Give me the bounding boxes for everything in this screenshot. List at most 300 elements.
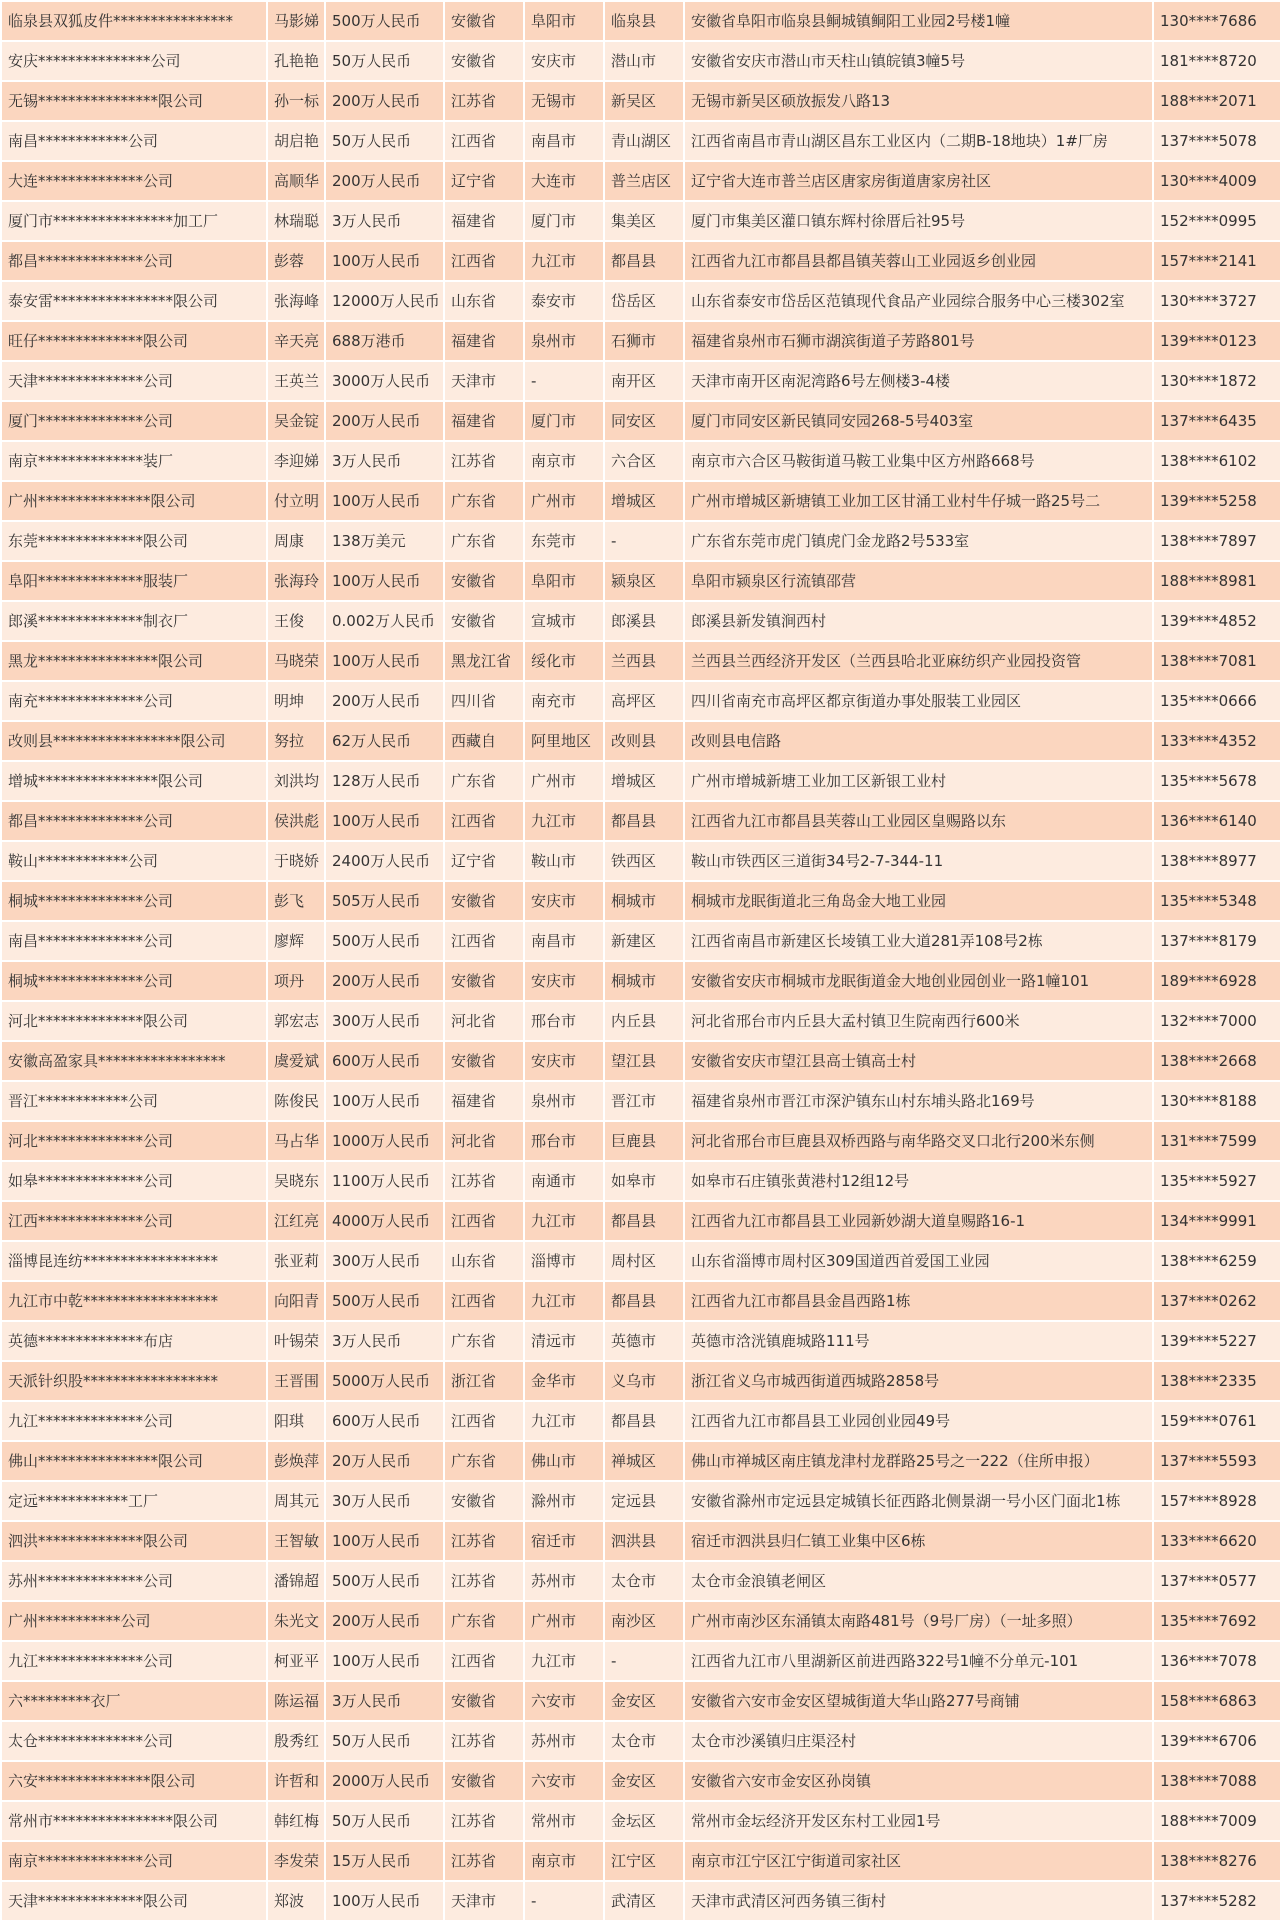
registered-capital-cell: 500万人民币 xyxy=(325,1,444,41)
phone-cell: 158****6863 xyxy=(1153,1681,1280,1721)
registered-capital-cell: 100万人民币 xyxy=(325,561,444,601)
legal-person-cell: 殷秀红 xyxy=(267,1721,325,1761)
company-name-cell: 南京**************装厂 xyxy=(1,441,267,481)
phone-cell: 133****4352 xyxy=(1153,721,1280,761)
city-cell: 南京市 xyxy=(524,1841,604,1881)
registered-capital-cell: 500万人民币 xyxy=(325,921,444,961)
phone-cell: 135****5348 xyxy=(1153,881,1280,921)
registered-capital-cell: 300万人民币 xyxy=(325,1241,444,1281)
phone-cell: 139****4852 xyxy=(1153,601,1280,641)
district-cell: 望江县 xyxy=(604,1041,684,1081)
table-row xyxy=(1,1681,1280,1721)
table-row xyxy=(1,761,1280,801)
phone-cell: 181****8720 xyxy=(1153,41,1280,81)
legal-person-cell: 周康 xyxy=(267,521,325,561)
registered-capital-cell: 4000万人民币 xyxy=(325,1201,444,1241)
legal-person-cell: 阳琪 xyxy=(267,1401,325,1441)
province-cell: 江西省 xyxy=(444,121,524,161)
table-row xyxy=(1,961,1280,1001)
phone-cell: 134****9991 xyxy=(1153,1201,1280,1241)
phone-cell: 138****2668 xyxy=(1153,1041,1280,1081)
province-cell: 安徽省 xyxy=(444,961,524,1001)
phone-cell: 137****5078 xyxy=(1153,121,1280,161)
company-name-cell: 晋江************公司 xyxy=(1,1081,267,1121)
address-cell: 广州市南沙区东涌镇太南路481号（9号厂房）（一址多照） xyxy=(684,1601,1153,1641)
phone-cell: 131****7599 xyxy=(1153,1121,1280,1161)
city-cell: 南通市 xyxy=(524,1161,604,1201)
registered-capital-cell: 0.002万人民币 xyxy=(325,601,444,641)
phone-cell: 138****7897 xyxy=(1153,521,1280,561)
district-cell: 江宁区 xyxy=(604,1841,684,1881)
district-cell: 高坪区 xyxy=(604,681,684,721)
registered-capital-cell: 500万人民币 xyxy=(325,1281,444,1321)
province-cell: 福建省 xyxy=(444,201,524,241)
province-cell: 天津市 xyxy=(444,1881,524,1920)
province-cell: 安徽省 xyxy=(444,1481,524,1521)
address-cell: 天津市武清区河西务镇三街村 xyxy=(684,1881,1153,1920)
table-row xyxy=(1,441,1280,481)
table-row xyxy=(1,281,1280,321)
table-row xyxy=(1,601,1280,641)
address-cell: 安徽省六安市金安区望城街道大华山路277号商铺 xyxy=(684,1681,1153,1721)
city-cell: 九江市 xyxy=(524,1201,604,1241)
address-cell: 河北省邢台市内丘县大孟村镇卫生院南西行600米 xyxy=(684,1001,1153,1041)
address-cell: 江西省南昌市青山湖区昌东工业区内（二期B-18地块）1#厂房 xyxy=(684,121,1153,161)
legal-person-cell: 韩红梅 xyxy=(267,1801,325,1841)
address-cell: 江西省九江市都昌县都昌镇芙蓉山工业园返乡创业园 xyxy=(684,241,1153,281)
table-row xyxy=(1,881,1280,921)
registered-capital-cell: 62万人民币 xyxy=(325,721,444,761)
province-cell: 广东省 xyxy=(444,481,524,521)
company-name-cell: 天津**************限公司 xyxy=(1,1881,267,1920)
address-cell: 广州市增城区新塘镇工业加工区甘涌工业村牛仔城一路25号二 xyxy=(684,481,1153,521)
company-name-cell: 南充**************公司 xyxy=(1,681,267,721)
district-cell: 六合区 xyxy=(604,441,684,481)
table-row xyxy=(1,1201,1280,1241)
legal-person-cell: 王俊 xyxy=(267,601,325,641)
province-cell: 山东省 xyxy=(444,281,524,321)
table-row xyxy=(1,41,1280,81)
city-cell: 苏州市 xyxy=(524,1561,604,1601)
address-cell: 改则县电信路 xyxy=(684,721,1153,761)
legal-person-cell: 张海玲 xyxy=(267,561,325,601)
province-cell: 河北省 xyxy=(444,1121,524,1161)
phone-cell: 137****6435 xyxy=(1153,401,1280,441)
city-cell: 大连市 xyxy=(524,161,604,201)
legal-person-cell: 柯亚平 xyxy=(267,1641,325,1681)
company-name-cell: 河北**************公司 xyxy=(1,1121,267,1161)
phone-cell: 135****0666 xyxy=(1153,681,1280,721)
address-cell: 英德市浛洸镇鹿城路111号 xyxy=(684,1321,1153,1361)
legal-person-cell: 周其元 xyxy=(267,1481,325,1521)
address-cell: 安徽省阜阳市临泉县鲖城镇鲖阳工业园2号楼1幢 xyxy=(684,1,1153,41)
district-cell: 岱岳区 xyxy=(604,281,684,321)
table-row xyxy=(1,161,1280,201)
city-cell: 宿迁市 xyxy=(524,1521,604,1561)
city-cell: 佛山市 xyxy=(524,1441,604,1481)
phone-cell: 130****1872 xyxy=(1153,361,1280,401)
registered-capital-cell: 688万港币 xyxy=(325,321,444,361)
city-cell: 苏州市 xyxy=(524,1721,604,1761)
district-cell: 新吴区 xyxy=(604,81,684,121)
table-row xyxy=(1,361,1280,401)
phone-cell: 152****0995 xyxy=(1153,201,1280,241)
province-cell: 江西省 xyxy=(444,241,524,281)
registered-capital-cell: 50万人民币 xyxy=(325,1801,444,1841)
registered-capital-cell: 2000万人民币 xyxy=(325,1761,444,1801)
legal-person-cell: 孙一标 xyxy=(267,81,325,121)
city-cell: 清远市 xyxy=(524,1321,604,1361)
address-cell: 鞍山市铁西区三道街34号2-7-344-11 xyxy=(684,841,1153,881)
province-cell: 辽宁省 xyxy=(444,841,524,881)
legal-person-cell: 许哲和 xyxy=(267,1761,325,1801)
address-cell: 太仓市金浪镇老闸区 xyxy=(684,1561,1153,1601)
legal-person-cell: 陈运福 xyxy=(267,1681,325,1721)
province-cell: 安徽省 xyxy=(444,601,524,641)
province-cell: 浙江省 xyxy=(444,1361,524,1401)
address-cell: 四川省南充市高坪区都京街道办事处服装工业园区 xyxy=(684,681,1153,721)
city-cell: 阜阳市 xyxy=(524,1,604,41)
province-cell: 广东省 xyxy=(444,761,524,801)
province-cell: 广东省 xyxy=(444,1441,524,1481)
province-cell: 安徽省 xyxy=(444,1,524,41)
province-cell: 江苏省 xyxy=(444,1721,524,1761)
registered-capital-cell: 3万人民币 xyxy=(325,1681,444,1721)
city-cell: 邢台市 xyxy=(524,1001,604,1041)
company-name-cell: 苏州**************公司 xyxy=(1,1561,267,1601)
phone-cell: 133****6620 xyxy=(1153,1521,1280,1561)
province-cell: 辽宁省 xyxy=(444,161,524,201)
company-name-cell: 广州***********公司 xyxy=(1,1601,267,1641)
registered-capital-cell: 200万人民币 xyxy=(325,161,444,201)
company-name-cell: 旺仔**************限公司 xyxy=(1,321,267,361)
city-cell: 南昌市 xyxy=(524,121,604,161)
city-cell: 九江市 xyxy=(524,241,604,281)
company-name-cell: 黑龙****************限公司 xyxy=(1,641,267,681)
phone-cell: 138****2335 xyxy=(1153,1361,1280,1401)
district-cell: 晋江市 xyxy=(604,1081,684,1121)
company-name-cell: 桐城**************公司 xyxy=(1,961,267,1001)
company-name-cell: 九江市中乾****************** xyxy=(1,1281,267,1321)
district-cell: 周村区 xyxy=(604,1241,684,1281)
city-cell: 厦门市 xyxy=(524,401,604,441)
table-row xyxy=(1,1881,1280,1920)
address-cell: 阜阳市颍泉区行流镇邵营 xyxy=(684,561,1153,601)
phone-cell: 136****6140 xyxy=(1153,801,1280,841)
legal-person-cell: 彭飞 xyxy=(267,881,325,921)
registered-capital-cell: 200万人民币 xyxy=(325,961,444,1001)
province-cell: 福建省 xyxy=(444,321,524,361)
province-cell: 安徽省 xyxy=(444,881,524,921)
address-cell: 福建省泉州市石狮市湖滨街道子芳路801号 xyxy=(684,321,1153,361)
legal-person-cell: 刘洪均 xyxy=(267,761,325,801)
province-cell: 福建省 xyxy=(444,1081,524,1121)
district-cell: 太仓市 xyxy=(604,1561,684,1601)
legal-person-cell: 李发荣 xyxy=(267,1841,325,1881)
table-row xyxy=(1,1161,1280,1201)
address-cell: 安徽省安庆市望江县高士镇高士村 xyxy=(684,1041,1153,1081)
address-cell: 厦门市同安区新民镇同安园268-5号403室 xyxy=(684,401,1153,441)
registered-capital-cell: 138万美元 xyxy=(325,521,444,561)
district-cell: 都昌县 xyxy=(604,1281,684,1321)
province-cell: 江苏省 xyxy=(444,1841,524,1881)
city-cell: 九江市 xyxy=(524,1641,604,1681)
district-cell: 太仓市 xyxy=(604,1721,684,1761)
address-cell: 佛山市禅城区南庄镇龙津村龙群路25号之一222（住所申报） xyxy=(684,1441,1153,1481)
district-cell: 临泉县 xyxy=(604,1,684,41)
province-cell: 江苏省 xyxy=(444,1521,524,1561)
phone-cell: 138****7088 xyxy=(1153,1761,1280,1801)
table-row xyxy=(1,121,1280,161)
city-cell: 宣城市 xyxy=(524,601,604,641)
phone-cell: 137****5593 xyxy=(1153,1441,1280,1481)
table-row xyxy=(1,1721,1280,1761)
address-cell: 安徽省安庆市潜山市天柱山镇皖镇3幢5号 xyxy=(684,41,1153,81)
phone-cell: 138****6259 xyxy=(1153,1241,1280,1281)
table-row xyxy=(1,1801,1280,1841)
registered-capital-cell: 15万人民币 xyxy=(325,1841,444,1881)
phone-cell: 139****0123 xyxy=(1153,321,1280,361)
city-cell: 安庆市 xyxy=(524,1041,604,1081)
legal-person-cell: 虞爱斌 xyxy=(267,1041,325,1081)
phone-cell: 188****8981 xyxy=(1153,561,1280,601)
table-row xyxy=(1,401,1280,441)
table-row xyxy=(1,681,1280,721)
company-name-cell: 定远************工厂 xyxy=(1,1481,267,1521)
phone-cell: 159****0761 xyxy=(1153,1401,1280,1441)
address-cell: 桐城市龙眠街道北三角岛金大地工业园 xyxy=(684,881,1153,921)
address-cell: 天津市南开区南泥湾路6号左侧楼3-4楼 xyxy=(684,361,1153,401)
company-name-cell: 江西**************公司 xyxy=(1,1201,267,1241)
province-cell: 安徽省 xyxy=(444,41,524,81)
phone-cell: 137****8179 xyxy=(1153,921,1280,961)
registered-capital-cell: 30万人民币 xyxy=(325,1481,444,1521)
district-cell: 普兰店区 xyxy=(604,161,684,201)
address-cell: 山东省淄博市周村区309国道西首爱国工业园 xyxy=(684,1241,1153,1281)
city-cell: 南京市 xyxy=(524,441,604,481)
company-name-cell: 厦门**************公司 xyxy=(1,401,267,441)
legal-person-cell: 彭蓉 xyxy=(267,241,325,281)
address-cell: 辽宁省大连市普兰店区唐家房街道唐家房社区 xyxy=(684,161,1153,201)
city-cell: 邢台市 xyxy=(524,1121,604,1161)
district-cell: 桐城市 xyxy=(604,881,684,921)
city-cell: 泉州市 xyxy=(524,321,604,361)
table-row xyxy=(1,1601,1280,1641)
phone-cell: 137****0577 xyxy=(1153,1561,1280,1601)
table-row xyxy=(1,1081,1280,1121)
phone-cell: 157****8928 xyxy=(1153,1481,1280,1521)
legal-person-cell: 付立明 xyxy=(267,481,325,521)
registered-capital-cell: 12000万人民币 xyxy=(325,281,444,321)
phone-cell: 137****5282 xyxy=(1153,1881,1280,1920)
registered-capital-cell: 100万人民币 xyxy=(325,641,444,681)
registered-capital-cell: 50万人民币 xyxy=(325,41,444,81)
province-cell: 江西省 xyxy=(444,801,524,841)
city-cell: - xyxy=(524,361,604,401)
legal-person-cell: 郭宏志 xyxy=(267,1001,325,1041)
address-cell: 江西省九江市都昌县金昌西路1栋 xyxy=(684,1281,1153,1321)
address-cell: 福建省泉州市晋江市深沪镇东山村东埔头路北169号 xyxy=(684,1081,1153,1121)
city-cell: 淄博市 xyxy=(524,1241,604,1281)
address-cell: 安徽省安庆市桐城市龙眠街道金大地创业园创业一路1幢101 xyxy=(684,961,1153,1001)
address-cell: 山东省泰安市岱岳区范镇现代食品产业园综合服务中心三楼302室 xyxy=(684,281,1153,321)
city-cell: 安庆市 xyxy=(524,881,604,921)
district-cell: 都昌县 xyxy=(604,801,684,841)
district-cell: 英德市 xyxy=(604,1321,684,1361)
registered-capital-cell: 1100万人民币 xyxy=(325,1161,444,1201)
district-cell: 定远县 xyxy=(604,1481,684,1521)
address-cell: 郎溪县新发镇涧西村 xyxy=(684,601,1153,641)
city-cell: 广州市 xyxy=(524,761,604,801)
district-cell: 都昌县 xyxy=(604,1401,684,1441)
table-row xyxy=(1,1641,1280,1681)
phone-cell: 137****0262 xyxy=(1153,1281,1280,1321)
city-cell: 南充市 xyxy=(524,681,604,721)
table-row xyxy=(1,1361,1280,1401)
province-cell: 安徽省 xyxy=(444,1761,524,1801)
province-cell: 安徽省 xyxy=(444,1681,524,1721)
province-cell: 广东省 xyxy=(444,1601,524,1641)
company-name-cell: 南京**************公司 xyxy=(1,1841,267,1881)
city-cell: 厦门市 xyxy=(524,201,604,241)
company-name-cell: 增城****************限公司 xyxy=(1,761,267,801)
city-cell: 广州市 xyxy=(524,1601,604,1641)
city-cell: 九江市 xyxy=(524,801,604,841)
phone-cell: 132****7000 xyxy=(1153,1001,1280,1041)
registered-capital-cell: 200万人民币 xyxy=(325,681,444,721)
table-row xyxy=(1,1,1280,41)
registered-capital-cell: 100万人民币 xyxy=(325,481,444,521)
legal-person-cell: 朱光文 xyxy=(267,1601,325,1641)
district-cell: 兰西县 xyxy=(604,641,684,681)
district-cell: 南沙区 xyxy=(604,1601,684,1641)
district-cell: 颍泉区 xyxy=(604,561,684,601)
phone-cell: 130****4009 xyxy=(1153,161,1280,201)
phone-cell: 138****8276 xyxy=(1153,1841,1280,1881)
company-name-cell: 六安***************限公司 xyxy=(1,1761,267,1801)
district-cell: 同安区 xyxy=(604,401,684,441)
legal-person-cell: 马晓荣 xyxy=(267,641,325,681)
district-cell: - xyxy=(604,521,684,561)
legal-person-cell: 侯洪彪 xyxy=(267,801,325,841)
company-name-cell: 安庆***************公司 xyxy=(1,41,267,81)
legal-person-cell: 吴晓东 xyxy=(267,1161,325,1201)
city-cell: 阿里地区 xyxy=(524,721,604,761)
province-cell: 福建省 xyxy=(444,401,524,441)
legal-person-cell: 于晓娇 xyxy=(267,841,325,881)
district-cell: 金坛区 xyxy=(604,1801,684,1841)
province-cell: 河北省 xyxy=(444,1001,524,1041)
company-name-cell: 天派针织股****************** xyxy=(1,1361,267,1401)
table-row xyxy=(1,841,1280,881)
province-cell: 江西省 xyxy=(444,1641,524,1681)
company-name-cell: 太仓**************公司 xyxy=(1,1721,267,1761)
district-cell: - xyxy=(604,1641,684,1681)
registered-capital-cell: 3万人民币 xyxy=(325,441,444,481)
registered-capital-cell: 505万人民币 xyxy=(325,881,444,921)
legal-person-cell: 王智敏 xyxy=(267,1521,325,1561)
district-cell: 增城区 xyxy=(604,761,684,801)
province-cell: 江西省 xyxy=(444,1401,524,1441)
company-name-cell: 鞍山************公司 xyxy=(1,841,267,881)
table-row xyxy=(1,1041,1280,1081)
address-cell: 浙江省义乌市城西街道西城路2858号 xyxy=(684,1361,1153,1401)
city-cell: 鞍山市 xyxy=(524,841,604,881)
registered-capital-cell: 50万人民币 xyxy=(325,1721,444,1761)
address-cell: 河北省邢台市巨鹿县双桥西路与南华路交叉口北行200米东侧 xyxy=(684,1121,1153,1161)
table-row xyxy=(1,1241,1280,1281)
legal-person-cell: 廖辉 xyxy=(267,921,325,961)
table-row xyxy=(1,1001,1280,1041)
province-cell: 江西省 xyxy=(444,1201,524,1241)
company-name-cell: 都昌**************公司 xyxy=(1,241,267,281)
legal-person-cell: 潘锦超 xyxy=(267,1561,325,1601)
district-cell: 义乌市 xyxy=(604,1361,684,1401)
province-cell: 山东省 xyxy=(444,1241,524,1281)
address-cell: 厦门市集美区灌口镇东辉村徐厝后社95号 xyxy=(684,201,1153,241)
address-cell: 江西省九江市都昌县工业园创业园49号 xyxy=(684,1401,1153,1441)
address-cell: 江西省九江市都昌县芙蓉山工业园区皇赐路以东 xyxy=(684,801,1153,841)
table-row xyxy=(1,1441,1280,1481)
province-cell: 黑龙江省 xyxy=(444,641,524,681)
company-name-cell: 改则县*****************限公司 xyxy=(1,721,267,761)
phone-cell: 138****7081 xyxy=(1153,641,1280,681)
district-cell: 武清区 xyxy=(604,1881,684,1920)
address-cell: 无锡市新吴区硕放振发八路13 xyxy=(684,81,1153,121)
district-cell: 潜山市 xyxy=(604,41,684,81)
address-cell: 广东省东莞市虎门镇虎门金龙路2号533室 xyxy=(684,521,1153,561)
address-cell: 太仓市沙溪镇归庄渠泾村 xyxy=(684,1721,1153,1761)
legal-person-cell: 江红亮 xyxy=(267,1201,325,1241)
registered-capital-cell: 100万人民币 xyxy=(325,1081,444,1121)
address-cell: 安徽省滁州市定远县定城镇长征西路北侧景湖一号小区门面北1栋 xyxy=(684,1481,1153,1521)
registered-capital-cell: 500万人民币 xyxy=(325,1561,444,1601)
legal-person-cell: 李迎娣 xyxy=(267,441,325,481)
legal-person-cell: 努拉 xyxy=(267,721,325,761)
table-row xyxy=(1,241,1280,281)
table-row xyxy=(1,1321,1280,1361)
table-row xyxy=(1,1761,1280,1801)
registered-capital-cell: 50万人民币 xyxy=(325,121,444,161)
city-cell: 无锡市 xyxy=(524,81,604,121)
legal-person-cell: 辛天亮 xyxy=(267,321,325,361)
district-cell: 都昌县 xyxy=(604,241,684,281)
table-row xyxy=(1,721,1280,761)
city-cell: 南昌市 xyxy=(524,921,604,961)
district-cell: 新建区 xyxy=(604,921,684,961)
district-cell: 泗洪县 xyxy=(604,1521,684,1561)
legal-person-cell: 马影娣 xyxy=(267,1,325,41)
district-cell: 桐城市 xyxy=(604,961,684,1001)
province-cell: 广东省 xyxy=(444,521,524,561)
legal-person-cell: 王晋围 xyxy=(267,1361,325,1401)
address-cell: 兰西县兰西经济开发区（兰西县哈北亚麻纺织产业园投资管 xyxy=(684,641,1153,681)
registered-capital-cell: 200万人民币 xyxy=(325,1601,444,1641)
city-cell: 绥化市 xyxy=(524,641,604,681)
province-cell: 江苏省 xyxy=(444,441,524,481)
company-name-cell: 如皋**************公司 xyxy=(1,1161,267,1201)
city-cell: 东莞市 xyxy=(524,521,604,561)
address-cell: 广州市增城新塘工业加工区新银工业村 xyxy=(684,761,1153,801)
legal-person-cell: 王英兰 xyxy=(267,361,325,401)
company-name-cell: 河北**************限公司 xyxy=(1,1001,267,1041)
table-row xyxy=(1,1481,1280,1521)
legal-person-cell: 马占华 xyxy=(267,1121,325,1161)
table-row xyxy=(1,1281,1280,1321)
company-name-cell: 九江**************公司 xyxy=(1,1401,267,1441)
city-cell: 安庆市 xyxy=(524,961,604,1001)
registered-capital-cell: 3万人民币 xyxy=(325,201,444,241)
